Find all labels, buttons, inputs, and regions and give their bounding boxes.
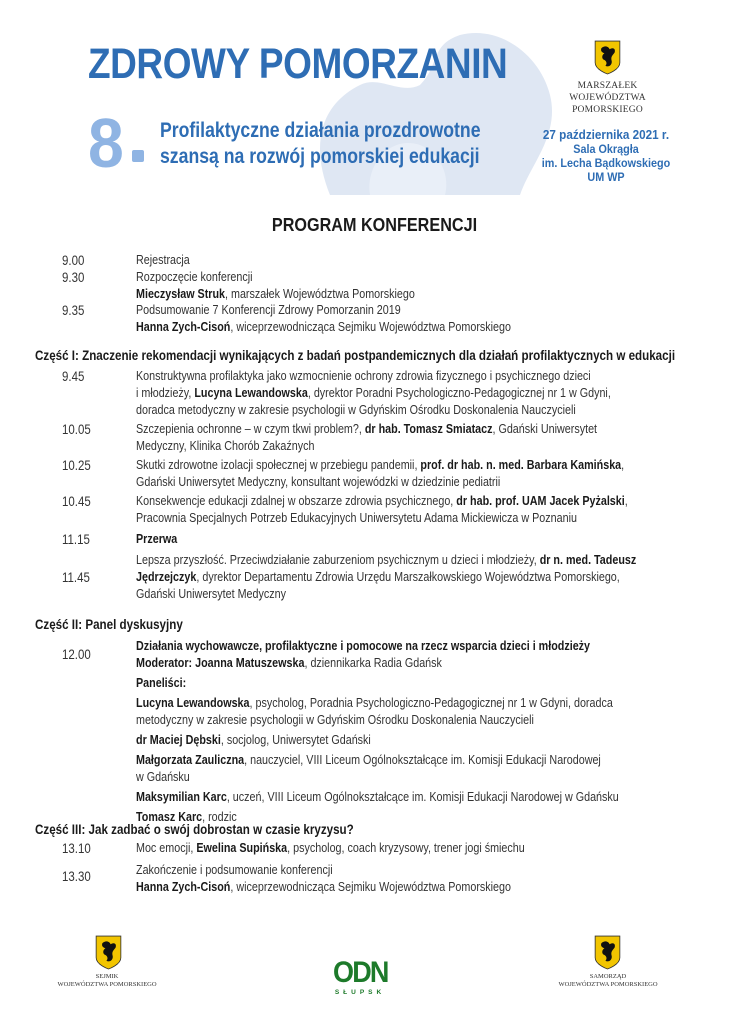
speaker-role: , marszałek Województwa Pomorskiego xyxy=(225,287,415,301)
speaker-name: Jędrzejczyk xyxy=(136,570,197,584)
moderator-name: Moderator: Joanna Matuszewska xyxy=(136,656,305,670)
sejmik-label xyxy=(52,973,162,989)
panelists-label: Paneliści: xyxy=(136,676,187,690)
subtitle-line-2: szansą na rozwój pomorskiej edukacji xyxy=(160,145,480,168)
agenda-time: 13.10 xyxy=(62,841,91,856)
agenda-text: Szczepienia ochronne – w czym tkwi problem?, xyxy=(136,422,365,436)
conference-title: ZDROWY POMORZANIN xyxy=(88,40,508,88)
agenda-text: Lepsza przyszłość. Przeciwdziałanie zaburzeniom psychicznym u dzieci i młodzieży, xyxy=(136,553,540,567)
panelist-role: , psycholog, Poradnia Psychologiczno-Pedagogicznej nr 1 w Gdyni, doradca xyxy=(249,696,613,710)
speaker-role: Gdański Uniwersytet Medyczny, konsultant wojewódzki w dziedzinie pediatrii xyxy=(136,475,501,489)
agenda-text: Podsumowanie 7 Konferencji Zdrowy Pomorzanin 2019 xyxy=(136,303,401,317)
samorzad-line-2: WOJEWÓDZTWA POMORSKIEGO xyxy=(558,981,658,988)
agenda-time: 9.35 xyxy=(62,303,85,318)
speaker-role: , dyrektor Departamentu Zdrowia Urzędu Marszałkowskiego Województwa Pomorskiego, xyxy=(196,570,620,584)
sejmik-line-1: SEJMIK xyxy=(95,973,119,980)
speaker-name: dr n. med. Tadeusz xyxy=(539,553,637,567)
section-heading-part-3: Część III: Jak zadbać o swój dobrostan w czasie kryzysu? xyxy=(35,822,354,837)
agenda-time: 12.00 xyxy=(62,647,91,662)
samorzad-line-1: SAMORZĄD xyxy=(589,973,627,980)
speaker-name: Hanna Zych-Cisoń xyxy=(136,880,231,894)
program-title: PROGRAM KONFERENCJI xyxy=(271,215,478,235)
agenda-text: Skutki zdrowotne izolacji społecznej w przebiegu pandemii, xyxy=(136,458,421,472)
moderator-role: , dziennikarka Radia Gdańsk xyxy=(304,656,442,670)
agenda-time: 11.45 xyxy=(62,570,90,585)
speaker-name: Ewelina Supińska xyxy=(196,841,288,855)
panelist-name: Tomasz Karc xyxy=(136,810,203,824)
agenda-text: Konsekwencje edukacji zdalnej w obszarze zdrowia psychicznego, xyxy=(136,494,457,508)
coat-of-arms-icon xyxy=(594,40,621,75)
break-label: Przerwa xyxy=(136,532,178,546)
event-info xyxy=(534,128,678,184)
panelist-name: Maksymilian Karc xyxy=(136,790,227,804)
header-banner xyxy=(0,0,749,200)
edition-dot xyxy=(132,150,144,162)
panelist-role: , rodzic xyxy=(202,810,237,824)
punctuation: , xyxy=(621,458,625,472)
organizer-label xyxy=(535,80,680,116)
agenda-time: 10.05 xyxy=(62,422,91,437)
panelist-name: Lucyna Lewandowska xyxy=(136,696,250,710)
agenda-time: 9.30 xyxy=(62,270,85,285)
panelist-role: , nauczyciel, VIII Liceum Ogólnokształcące im. Komisji Edukacji Narodowej xyxy=(244,753,601,767)
event-date: 27 października 2021 r. xyxy=(542,127,670,142)
speaker-name: Lucyna Lewandowska xyxy=(194,386,308,400)
section-heading-part-2: Część II: Panel dyskusyjny xyxy=(35,617,183,632)
section-heading-part-1: Część I: Znaczenie rekomendacji wynikających z badań postpandemicznych dla działań profilaktycznych w edukacji xyxy=(35,348,676,363)
speaker-name: dr hab. Tomasz Smiatacz xyxy=(364,422,493,436)
agenda-text: Zakończenie i podsumowanie konferencji xyxy=(136,863,333,877)
sejmik-line-2: WOJEWÓDZTWA POMORSKIEGO xyxy=(57,981,157,988)
venue-line-3: UM WP xyxy=(587,170,625,184)
speaker-role: , dyrektor Poradni Psychologiczno-Pedagogicznej nr 1 w Gdyni, xyxy=(307,386,611,400)
speaker-role: Gdański Uniwersytet Medyczny xyxy=(136,587,286,601)
panelist-name: Małgorzata Zauliczna xyxy=(136,753,245,767)
agenda-time: 11.15 xyxy=(62,532,90,547)
panel-topic: Działania wychowawcze, profilaktyczne i pomocowe na rzecz wsparcia dzieci i młodzieży xyxy=(136,639,591,653)
samorzad-coat-of-arms-icon xyxy=(594,935,621,970)
speaker-role: , wiceprzewodnicząca Sejmiku Województwa Pomorskiego xyxy=(230,320,512,334)
speaker-role: , wiceprzewodnicząca Sejmiku Województwa Pomorskiego xyxy=(230,880,512,894)
punctuation: , xyxy=(624,494,628,508)
agenda-text: Konstruktywna profilaktyka jako wzmocnienie ochrony zdrowia fizycznego i psychicznego dzieci xyxy=(136,369,591,383)
agenda-text: i młodzieży, xyxy=(136,386,195,400)
agenda-time: 10.45 xyxy=(62,494,91,509)
sejmik-coat-of-arms-icon xyxy=(95,935,122,970)
venue-line-2: im. Lecha Bądkowskiego xyxy=(541,156,671,170)
agenda-time: 10.25 xyxy=(62,458,91,473)
speaker-name: Mieczysław Struk xyxy=(136,287,226,301)
speaker-name: dr hab. prof. UAM Jacek Pyżalski xyxy=(456,494,625,508)
speaker-name: prof. dr hab. n. med. Barbara Kamińska xyxy=(420,458,622,472)
panelist-role: , socjolog, Uniwersytet Gdański xyxy=(220,733,371,747)
speaker-role: doradca metodyczny w zakresie psychologii w Gdyńskim Ośrodku Doskonalenia Nauczycieli xyxy=(136,403,576,417)
speaker-role: Medyczny, Klinika Chorób Zakaźnych xyxy=(136,439,315,453)
agenda-text: Moc emocji, xyxy=(136,841,197,855)
panelist-role: , uczeń, VIII Liceum Ogólnokształcące im. Komisji Edukacji Narodowej w Gdańsku xyxy=(226,790,619,804)
odn-logo-subtitle: SŁUPSK xyxy=(334,989,386,996)
samorzad-label xyxy=(553,973,663,989)
agenda-time: 9.00 xyxy=(62,253,85,268)
edition-number: 8 xyxy=(88,104,124,182)
agenda-time: 13.30 xyxy=(62,869,91,884)
subtitle-line-1: Profilaktyczne działania prozdrowotne xyxy=(160,119,481,142)
speaker-role: Pracownia Specjalnych Potrzeb Edukacyjnych Uniwersytetu Adama Mickiewicza w Poznaniu xyxy=(136,511,577,525)
agenda-text: Rozpoczęcie konferencji xyxy=(136,270,253,284)
venue-line-1: Sala Okrągła xyxy=(573,142,639,156)
speaker-name: Hanna Zych-Cisoń xyxy=(136,320,231,334)
speaker-role: , Gdański Uniwersytet xyxy=(492,422,598,436)
odn-logo-letters: ODN xyxy=(333,956,388,989)
agenda-text: Rejestracja xyxy=(136,253,190,267)
panelist-name: dr Maciej Dębski xyxy=(136,733,221,747)
panelist-role: metodyczny w zakresie psychologii w Gdyńskim Ośrodku Doskonalenia Nauczycieli xyxy=(136,713,534,727)
organizer-line-2: WOJEWÓDZTWA POMORSKIEGO xyxy=(569,93,646,115)
agenda-time: 9.45 xyxy=(62,369,85,384)
organizer-line-1: MARSZAŁEK xyxy=(577,81,638,91)
speaker-role: , psycholog, coach kryzysowy, trener jogi śmiechu xyxy=(287,841,525,855)
conference-subtitle xyxy=(160,118,481,170)
odn-slupsk-logo xyxy=(330,958,390,1003)
panelist-role: w Gdańsku xyxy=(136,770,190,784)
